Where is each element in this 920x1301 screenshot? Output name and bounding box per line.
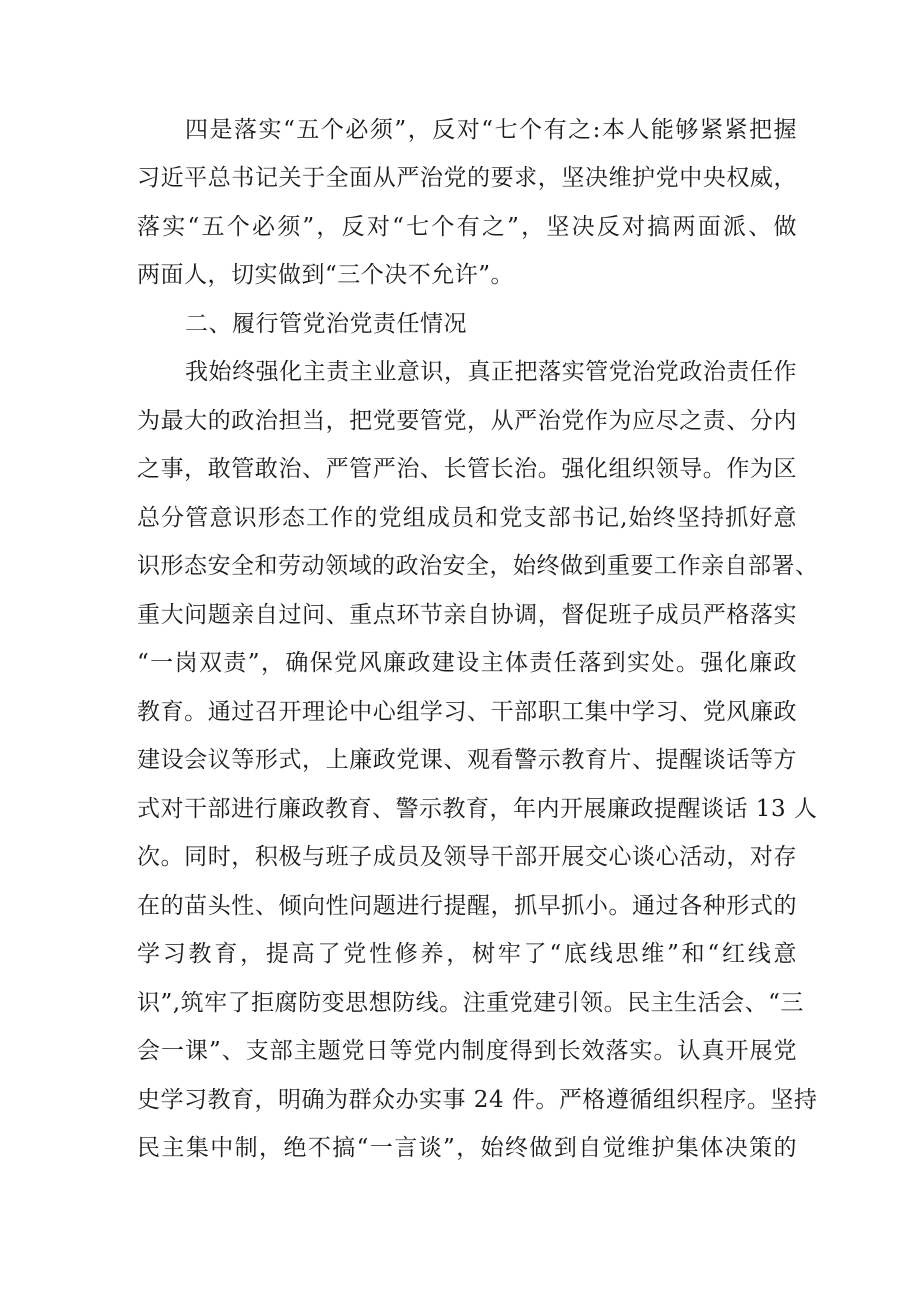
paragraph-2-line: 史学习教育，明确为群众办实事 24 件。严格遵循组织程序。坚持	[137, 1087, 818, 1113]
paragraph-2-line: 总分管意识形态工作的党组成员和党支部书记,始终坚持抓好意	[137, 505, 797, 531]
paragraph-2-line: 识形态安全和劳动领域的政治安全，始终做到重要工作亲自部署、	[137, 553, 819, 579]
paragraph-2-line: 学习教育，提高了党性修养，树牢了“底线思维”和“红线意	[137, 941, 797, 967]
paragraph-2-line: 在的苗头性、倾向性问题进行提醒，抓早抓小。通过各种形式的	[137, 893, 797, 919]
section-heading: 二、履行管党治党责任情况	[185, 311, 467, 337]
paragraph-1-line: 两面人，切实做到“三个决不允许”。	[137, 262, 515, 288]
paragraph-2-line: 民主集中制，绝不搞“一言谈”，始终做到自觉维护集体决策的	[137, 1135, 797, 1161]
paragraph-2-line: 之事，敢管敢治、严管严治、长管长治。强化组织领导。作为区	[137, 456, 797, 482]
paragraph-2-line: 识”,筑牢了拒腐防变思想防线。注重党建引领。民主生活会、“三	[137, 990, 804, 1016]
paragraph-1-line: 习近平总书记关于全面从严治党的要求，坚决维护党中央权威，	[137, 165, 797, 191]
paragraph-2-line: 重大问题亲自过问、重点环节亲自协调，督促班子成员严格落实	[137, 602, 797, 628]
paragraph-1-line: 落实“五个必须”，反对“七个有之”，坚决反对搞两面派、做	[137, 214, 797, 240]
paragraph-2-line: 教育。通过召开理论中心组学习、干部职工集中学习、党风廉政	[137, 699, 797, 725]
paragraph-2-line: 为最大的政治担当，把党要管党，从严治党作为应尽之责、分内	[137, 408, 797, 434]
paragraph-1-line: 四是落实“五个必须”，反对“七个有之:本人能够紧紧把握	[185, 117, 797, 143]
paragraph-2-line: 我始终强化主责主业意识，真正把落实管党治党政治责任作	[185, 359, 797, 385]
paragraph-2-line: 式对干部进行廉政教育、警示教育，年内开展廉政提醒谈话 13 人	[137, 796, 818, 822]
paragraph-2-line: 次。同时，积极与班子成员及领导干部开展交心谈心活动，对存	[137, 844, 797, 870]
paragraph-2-line: 会一课”、支部主题党日等党内制度得到长效落实。认真开展党	[137, 1038, 797, 1064]
paragraph-2-line: “一岗双责”，确保党风廉政建设主体责任落到实处。强化廉政	[137, 650, 797, 676]
paragraph-2-line: 建设会议等形式，上廉政党课、观看警示教育片、提醒谈话等方	[137, 747, 797, 773]
